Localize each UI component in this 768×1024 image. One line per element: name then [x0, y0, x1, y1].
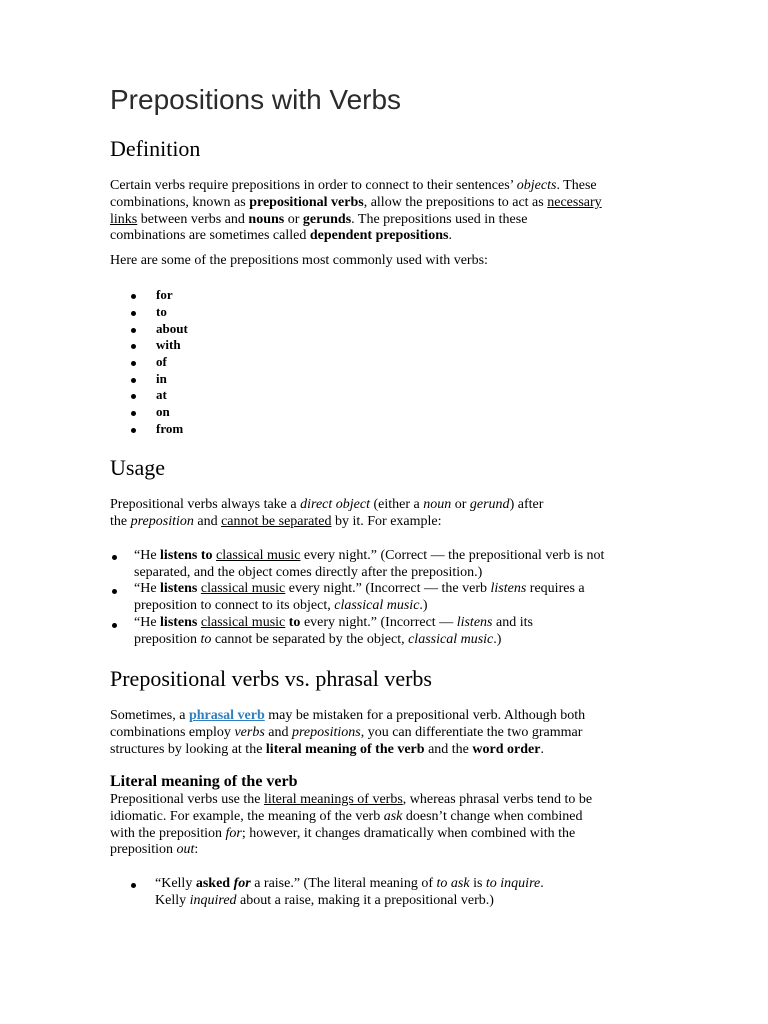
bullet-icon	[131, 394, 136, 399]
line	[110, 228, 670, 245]
text: . The prepositions used in these	[351, 211, 528, 227]
line	[134, 548, 604, 565]
prepositions-intro: Here are some of the prepositions most commonly used with verbs:	[110, 253, 488, 268]
text: .	[540, 741, 544, 757]
literal-paragraph	[110, 792, 670, 859]
line	[110, 725, 670, 742]
italic-text: to inquire	[485, 876, 541, 891]
text: every night.” (Correct — the prepositional verb is not	[300, 548, 605, 563]
text: Prepositional verbs always take a	[110, 497, 301, 512]
text: combinations employ	[110, 724, 235, 740]
text: .	[448, 228, 452, 244]
italic-text: listens	[490, 581, 527, 596]
bullet-icon	[131, 428, 136, 433]
term-noun: noun	[423, 497, 452, 512]
text: ; however, it changes dramatically when combined with the	[241, 825, 576, 841]
text: and its	[492, 615, 533, 630]
bullet-icon	[112, 623, 117, 628]
text: idiomatic. For example, the meaning of the verb	[110, 808, 384, 824]
bold-text: to	[288, 615, 301, 630]
line	[110, 809, 670, 826]
text: may be mistaken for a prepositional verb. Although both	[264, 708, 586, 723]
line	[134, 632, 533, 649]
list-item: about	[156, 321, 188, 336]
text: every night.” (Incorrect — the verb	[285, 581, 491, 596]
text: “He	[134, 581, 161, 596]
literal-example-1	[155, 876, 544, 910]
text: with the preposition	[110, 825, 226, 841]
term-direct-object: direct object	[300, 497, 370, 512]
text: Sometimes, a	[110, 708, 189, 723]
text: a raise.” (The literal meaning of	[250, 876, 437, 891]
text: (either a	[369, 497, 424, 512]
bullet-icon	[131, 378, 136, 383]
term-preposition: preposition	[130, 513, 194, 529]
text: preposition	[134, 631, 201, 647]
line	[110, 826, 670, 843]
list-item: for	[156, 287, 173, 302]
text: combinations, known as	[110, 194, 250, 210]
bold-text: listens to	[160, 548, 213, 563]
text: “He	[134, 615, 161, 630]
text: Prepositional verbs use the	[110, 792, 264, 807]
text: and the	[424, 741, 473, 757]
italic-text: out	[176, 842, 195, 858]
bullet-icon	[131, 328, 136, 333]
bullet-icon	[131, 294, 136, 299]
line	[155, 893, 544, 910]
bullet-icon	[131, 411, 136, 416]
bullet-icon	[131, 883, 136, 888]
text: is	[469, 876, 486, 891]
line: separated, and the object comes directly after the preposition.)	[134, 564, 483, 580]
line	[134, 598, 585, 615]
text: , you can differentiate the two grammar	[360, 724, 583, 740]
list-item: of	[156, 354, 167, 369]
list-item: to	[156, 304, 167, 319]
text: ) after	[509, 497, 544, 512]
usage-paragraph	[110, 497, 670, 531]
list-item: in	[156, 371, 167, 386]
definition-paragraph	[110, 178, 670, 245]
italic-text: prepositions	[291, 724, 361, 740]
line	[134, 615, 533, 632]
list-item: with	[156, 337, 181, 352]
heading-literal-meaning: Literal meaning of the verb	[110, 773, 298, 790]
text: by it. For example:	[331, 513, 442, 529]
text: doesn’t change when combined	[402, 808, 583, 824]
term-gerund: gerund	[469, 497, 510, 512]
text: “He	[134, 548, 161, 563]
text: structures by looking at the	[110, 741, 266, 757]
line	[110, 742, 670, 759]
line	[110, 195, 670, 212]
italic-text: listens	[456, 615, 493, 630]
line	[110, 497, 670, 514]
text: “Kelly	[155, 876, 196, 891]
list-item: from	[156, 421, 184, 436]
term-gerunds: gerunds	[302, 211, 352, 227]
line	[155, 876, 544, 893]
bullet-icon	[112, 589, 117, 594]
text: . These	[556, 178, 597, 193]
text: or	[451, 497, 470, 512]
vs-paragraph	[110, 708, 670, 758]
list-item: at	[156, 387, 167, 402]
term-objects: objects	[516, 178, 557, 193]
heading-prepositional-vs-phrasal: Prepositional verbs vs. phrasal verbs	[110, 666, 432, 691]
line	[134, 581, 585, 598]
usage-example-1	[134, 548, 604, 582]
underlined-object: classical music	[200, 615, 286, 630]
bullet-icon	[112, 555, 117, 560]
underlined-necessary: necessary	[547, 194, 602, 210]
underlined-cannot-be-separated: cannot be separated	[221, 513, 332, 529]
italic-text: classical music	[408, 631, 494, 647]
line	[110, 212, 670, 229]
underlined-object: classical music	[216, 548, 301, 563]
bold-text: asked	[195, 876, 231, 891]
text: , whereas phrasal verbs tend to be	[402, 792, 593, 807]
heading-definition: Definition	[110, 136, 201, 161]
bold-text: listens	[160, 581, 198, 596]
term-dependent-prepositions: dependent prepositions	[309, 228, 449, 244]
italic-text: classical music	[334, 597, 420, 613]
text: cannot be separated by the object,	[211, 631, 409, 647]
underlined-literal-meanings: literal meanings of verbs	[263, 792, 403, 807]
text: the	[110, 513, 131, 529]
text: and	[193, 513, 222, 529]
text: and	[264, 724, 292, 740]
text: preposition	[110, 842, 177, 858]
heading-usage: Usage	[110, 455, 165, 480]
text: preposition to connect to its object,	[134, 597, 335, 613]
line	[110, 842, 670, 859]
text: or	[284, 211, 303, 227]
bullet-icon	[131, 344, 136, 349]
text: .)	[419, 597, 428, 613]
bold-text: literal meaning of the verb	[265, 741, 425, 757]
text: requires a	[526, 581, 585, 596]
text: between verbs and	[137, 211, 249, 227]
list-item: on	[156, 404, 170, 419]
line	[110, 708, 670, 725]
line	[110, 514, 670, 531]
italic-text: to ask	[436, 876, 470, 891]
page-title: Prepositions with Verbs	[110, 84, 402, 115]
italic-text: verbs	[234, 724, 265, 740]
italic-text: for	[225, 825, 242, 841]
bullet-icon	[131, 311, 136, 316]
bold-italic-text: for	[233, 876, 251, 891]
bold-text: word order	[472, 741, 541, 757]
text: Kelly	[155, 892, 190, 908]
text: every night.” (Incorrect —	[300, 615, 457, 630]
text: .)	[493, 631, 502, 647]
bullet-icon	[131, 361, 136, 366]
text: combinations are sometimes called	[110, 228, 310, 244]
term-nouns: nouns	[248, 211, 285, 227]
term-prepositional-verbs: prepositional verbs	[249, 194, 364, 210]
underlined-links: links	[110, 211, 138, 227]
line	[110, 792, 670, 809]
italic-text: inquired	[189, 892, 237, 908]
usage-example-2	[134, 581, 585, 615]
text: .	[540, 876, 544, 891]
text: , allow the prepositions to act as	[363, 194, 548, 210]
text: about a raise, making it a prepositional verb.)	[236, 892, 494, 908]
bold-text: listens	[160, 615, 198, 630]
phrasal-verb-link[interactable]: phrasal verb	[188, 708, 265, 723]
italic-text: ask	[383, 808, 403, 824]
italic-text: to	[200, 631, 212, 647]
text: Certain verbs require prepositions in order to connect to their sentences’	[110, 178, 517, 193]
usage-example-3	[134, 615, 533, 649]
line	[110, 178, 670, 195]
underlined-object: classical music	[200, 581, 286, 596]
text: :	[194, 842, 199, 858]
